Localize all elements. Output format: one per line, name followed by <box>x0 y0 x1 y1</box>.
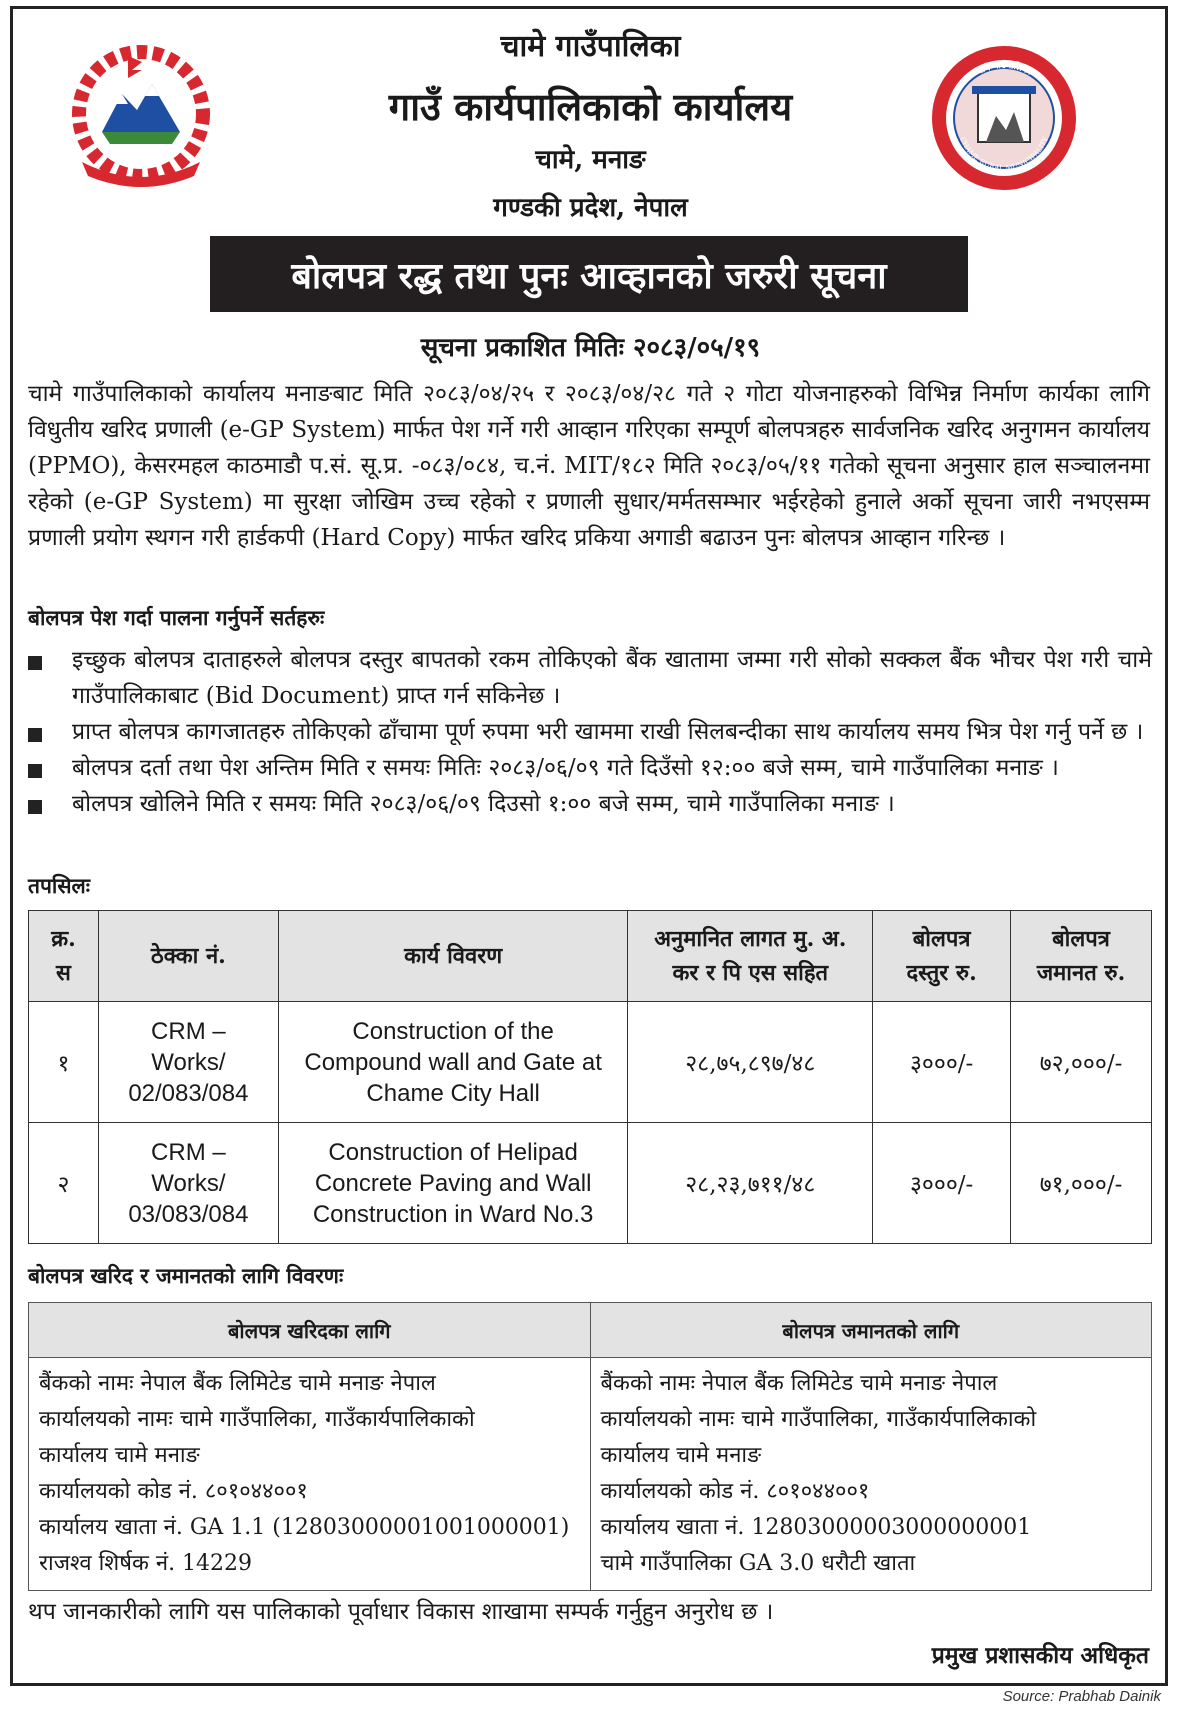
office-location: चामे, मनाङ <box>535 145 646 175</box>
purchase-account-number: कार्यालय खाता नं. GA 1.1 (12803000001001000001) <box>39 1515 570 1540</box>
notice-header <box>0 0 1181 230</box>
cell-bid-fee: ३०००/- <box>873 1002 1011 1123</box>
cell-description: Construction of the Compound wall and Gate at Chame City Hall <box>278 1002 628 1123</box>
col-header-bid-fee: बोलपत्र दस्तुर रु. <box>873 911 1011 1002</box>
bullet-square-icon <box>28 800 42 814</box>
conditions-title: बोलपत्र पेश गर्दा पालना गर्नुपर्ने सर्तहरुः <box>28 605 325 630</box>
purchase-office-location: कार्यालय चामे मनाङ <box>39 1443 200 1468</box>
bullet-square-icon <box>28 764 42 778</box>
security-office-location: कार्यालय चामे मनाङ <box>600 1443 762 1468</box>
security-account-details <box>590 1358 1152 1591</box>
col-header-bid-security: बोलपत्र जमानत रु. <box>1011 911 1152 1002</box>
logo-text-top: चामे गाउँपालिका <box>975 60 1033 78</box>
municipality-name: चामे गाउँपालिका <box>500 29 681 64</box>
col-header-description: कार्य विवरण <box>278 911 628 1002</box>
signatory-title: प्रमुख प्रशासकीय अधिकृत <box>931 1642 1149 1669</box>
tapasil-title: तपसिलः <box>28 873 91 898</box>
cell-sn: २ <box>29 1123 99 1244</box>
purchase-office-name: कार्यालयको नामः चामे गाउँपालिका, गाउँकार्यपालिकाको <box>39 1407 475 1432</box>
source-credit: Source: Prabhab Dainik <box>1002 1688 1161 1705</box>
purchase-revenue-head: राजश्व शिर्षक नं. 14229 <box>39 1551 253 1576</box>
security-office-code: कार्यालयको कोड नं. ८०१०४४००१ <box>600 1479 870 1504</box>
notice-title: बोलपत्र रद्ध तथा पुनः आव्हानको जरुरी सूचना <box>210 236 968 312</box>
bank-section-title: बोलपत्र खरिद र जमानतको लागि विवरणः <box>28 1263 344 1288</box>
cell-sn: १ <box>29 1002 99 1123</box>
col-header-sn: क्र. स <box>29 911 99 1002</box>
cell-estimated-cost: २८,७५,८९७/४८ <box>628 1002 873 1123</box>
purchase-office-code: कार्यालयको कोड नं. ८०१०४४००१ <box>39 1479 308 1504</box>
col-header-contract: ठेक्का नं. <box>98 911 278 1002</box>
cell-contract: CRM – Works/ 02/083/084 <box>98 1002 278 1123</box>
bullet-square-icon <box>28 728 42 742</box>
notice-body: चामे गाउँपालिकाको कार्यालय मनाङबाट मिति २०८३/०४/२५ र २०८३/०४/२८ गते २ गोटा योजनाहरुको विभिन्न निर्माण कार्यका लागि विधुतीय खरिद प्रणाली (e-GP System) मार्फत पेश गर्ने गरी आव्हान गरिएका सम्पूर्ण बोलपत्रहरु सार्वजनिक खरिद अनुगमन कार्यालय (PPMO), केसरमहल काठमाडौ प.सं. सू.प्र. -०८३/०८४, च.नं. MIT/१८२ मिति २०८३/०५/११ गतेको सूचना अनुसार हाल सञ्चालनमा रहेको (e-GP System) मा सुरक्षा जोखिम उच्च रहेको र प्रणाली सुधार/मर्मतसम्भार भईरहेको हुनाले अर्को सूचना जारी नभएसम्म प्रणाली प्रयोग स्थगन गरी हार्डकपी (Hard Copy) मार्फत खरिद प्रकिया अगाडी बढाउन पुनः बोलपत्र आव्हान गरिन्छ । <box>28 381 1150 551</box>
condition-item: बोलपत्र दर्ता तथा पेश अन्तिम मिति र समयः मितिः २०८३/०६/०९ गते दिउँसो १२:०० बजे सम्म, चामे गाउँपालिका मनाङ । <box>28 750 1152 786</box>
table-row <box>29 1123 1152 1244</box>
cell-bid-security: ७२,०००/- <box>1011 1002 1152 1123</box>
cell-estimated-cost: २८,२३,७११/४८ <box>628 1123 873 1244</box>
purchase-account-details <box>29 1358 591 1591</box>
cell-contract: CRM – Works/ 03/083/084 <box>98 1123 278 1244</box>
table-row <box>29 1358 1152 1591</box>
cell-description: Construction of Helipad Concrete Paving and Wall Construction in Ward No.3 <box>278 1123 628 1244</box>
chame-municipality-logo-icon <box>928 42 1080 194</box>
bullet-square-icon <box>28 656 42 670</box>
bank-details-table <box>28 1302 1152 1591</box>
col-header-estimated-cost: अनुमानित लागत मु. अ. कर र पि एस सहित <box>628 911 873 1002</box>
bank-table-header <box>29 1303 1152 1358</box>
condition-item: प्राप्त बोलपत्र कागजातहरु तोकिएको ढाँचामा पूर्ण रुपमा भरी खाममा राखी सिलबन्दीका साथ कार्यालय समय भित्र पेश गर्नु पर्ने छ । <box>28 714 1152 750</box>
published-date: सूचना प्रकाशित मितिः २०८३/०५/१९ <box>420 333 761 363</box>
security-bank-name: बैंकको नामः नेपाल बैंक लिमिटेड चामे मनाङ नेपाल <box>600 1371 998 1396</box>
security-account-number: कार्यालय खाता नं. 12803000003000000001 <box>600 1515 1032 1540</box>
col-header-security: बोलपत्र जमानतको लागि <box>590 1303 1152 1358</box>
purchase-bank-name: बैंकको नामः नेपाल बैंक लिमिटेड चामे मनाङ नेपाल <box>39 1371 436 1396</box>
conditions-list <box>28 642 1152 822</box>
works-table <box>28 910 1152 1244</box>
works-table-header <box>29 911 1152 1002</box>
security-deposit-account: चामे गाउँपालिका GA 3.0 धरौटी खाता <box>600 1551 916 1576</box>
cell-bid-fee: ३०००/- <box>873 1123 1011 1244</box>
col-header-purchase: बोलपत्र खरिदका लागि <box>29 1303 591 1358</box>
security-office-name: कार्यालयको नामः चामे गाउँपालिका, गाउँकार्यपालिकाको <box>600 1407 1037 1432</box>
cell-bid-security: ७१,०००/- <box>1011 1123 1152 1244</box>
table-row <box>29 1002 1152 1123</box>
contact-note: थप जानकारीको लागि यस पालिकाको पूर्वाधार विकास शाखामा सम्पर्क गर्नुहुन अनुरोध छ । <box>28 1599 774 1625</box>
condition-item: बोलपत्र खोलिने मिति र समयः मिति २०८३/०६/०९ दिउसो १:०० बजे सम्म, चामे गाउँपालिका मनाङ । <box>28 786 1152 822</box>
province-name: गण्डकी प्रदेश, नेपाल <box>493 193 688 223</box>
logo-text-bottom: CHAME RURAL MUNICIPALITY <box>958 136 1050 173</box>
condition-item: इच्छुक बोलपत्र दाताहरुले बोलपत्र दस्तुर बापतको रकम तोकिएको बैंक खातामा जम्मा गरी सोको सक्कल बैंक भौचर पेश गरी चामे गाउँपालिकाबाट (Bid Document) प्राप्त गर्न सकिनेछ । <box>28 642 1152 714</box>
office-name: गाउँ कार्यपालिकाको कार्यालय <box>388 84 793 129</box>
